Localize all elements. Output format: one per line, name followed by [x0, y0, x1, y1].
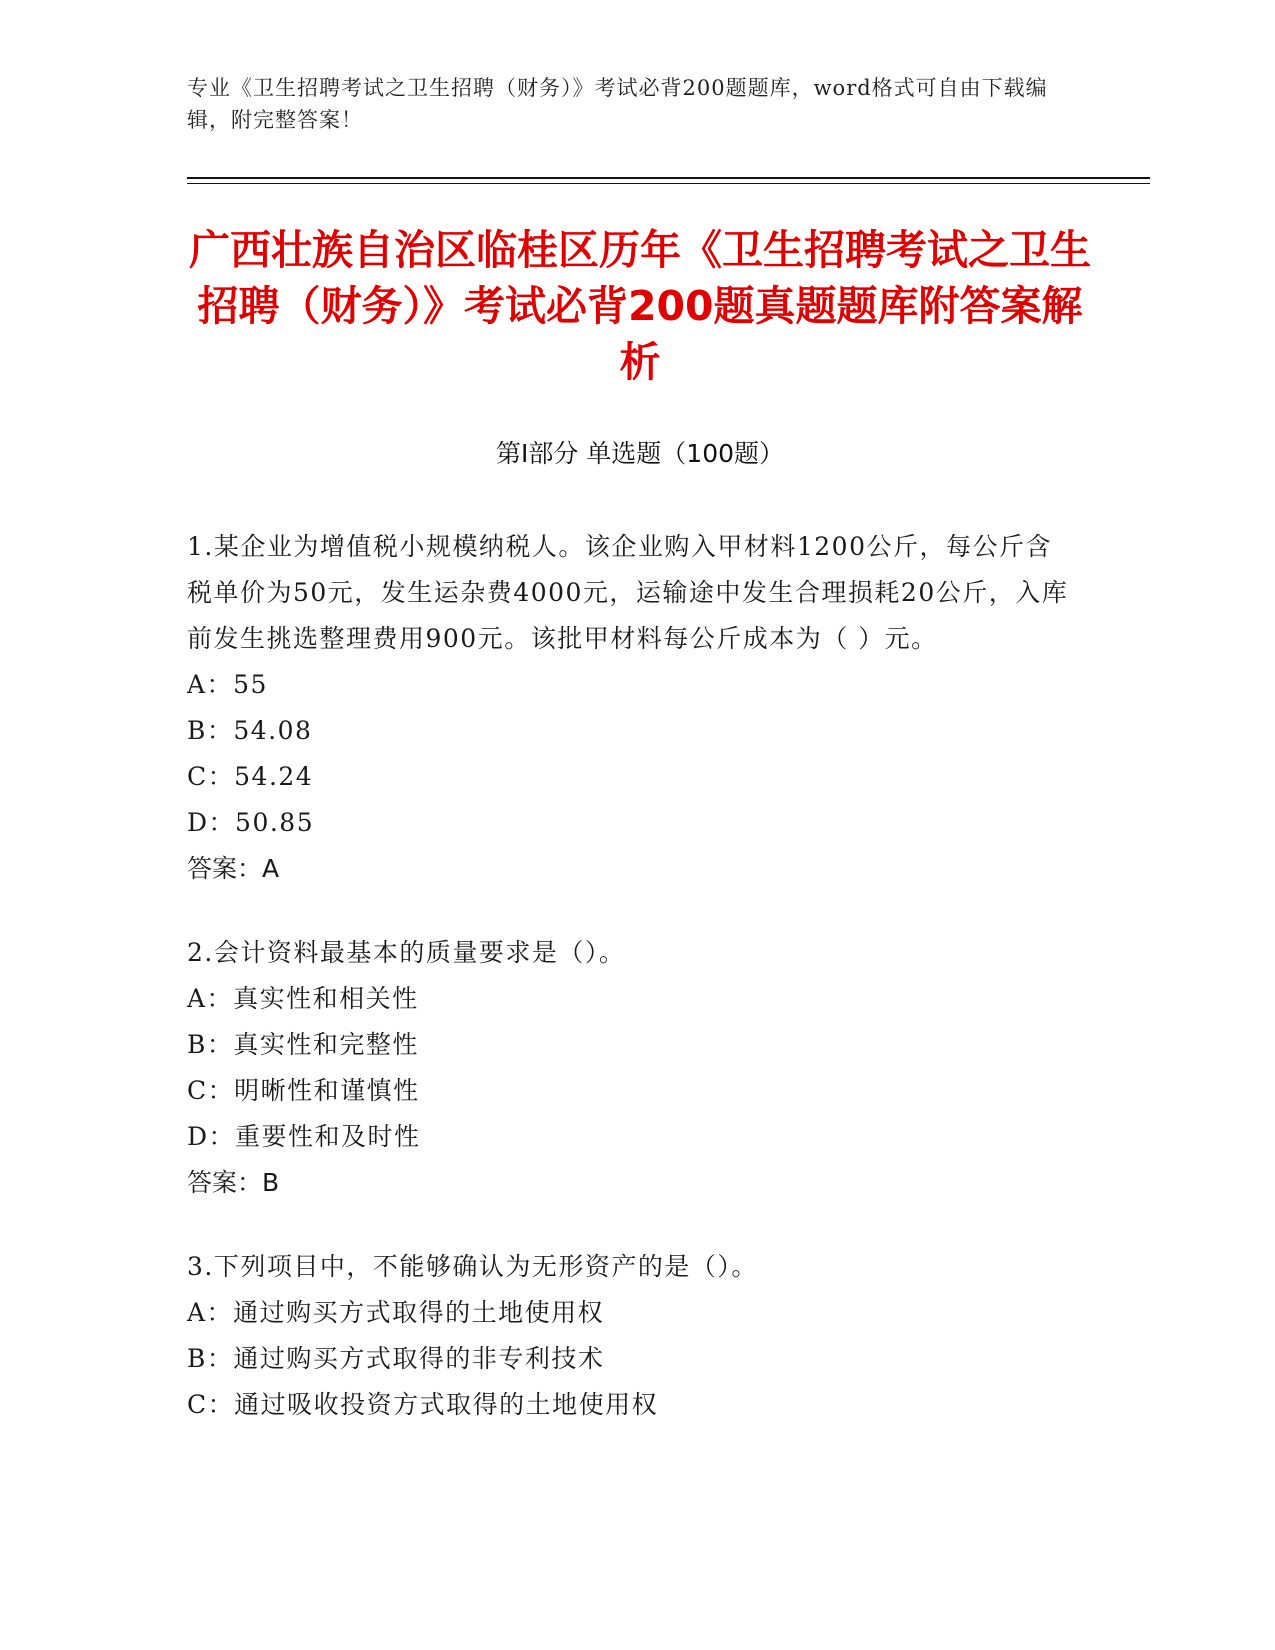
option-text: 54.24 [234, 762, 314, 791]
option-key: A： [187, 1298, 234, 1327]
option-key: B： [187, 1344, 234, 1373]
option-text: 重要性和及时性 [235, 1122, 421, 1151]
option-text: 54.08 [233, 716, 313, 745]
option-key: A： [187, 670, 234, 699]
option-key: B： [187, 1030, 234, 1059]
question-stem: 2.会计资料最基本的质量要求是（）。 [187, 938, 626, 967]
option-d [187, 800, 1077, 846]
document-title: 广西壮族自治区临桂区历年《卫生招聘考试之卫生招聘（财务）》考试必背200题真题题库附答案解析 [189, 226, 1091, 386]
option-a [187, 662, 1077, 708]
question-stem: 3.下列项目中，不能够确认为无形资产的是（）。 [187, 1252, 758, 1281]
answer-line: 答案：B [187, 1168, 280, 1197]
option-c [187, 754, 1077, 800]
option-text: 通过吸收投资方式取得的土地使用权 [234, 1390, 659, 1419]
option-key: C： [187, 762, 235, 791]
option-a [187, 1290, 1077, 1336]
answer-line: 答案：A [187, 854, 280, 883]
option-text: 明晰性和谨慎性 [234, 1076, 420, 1105]
header-note: 专业《卫生招聘考试之卫生招聘（财务）》考试必背200题题库，word格式可自由下载编辑，附完整答案！ [187, 76, 1048, 132]
option-c [187, 1382, 1077, 1428]
question-item [187, 1244, 1077, 1428]
option-d [187, 1114, 1077, 1160]
option-text: 50.85 [235, 808, 315, 837]
option-text: 通过购买方式取得的非专利技术 [233, 1344, 605, 1373]
header-divider-thin [187, 183, 1150, 184]
option-c [187, 1068, 1077, 1114]
question-item [187, 524, 1077, 892]
option-key: B： [187, 716, 234, 745]
option-text: 通过购买方式取得的土地使用权 [233, 1298, 605, 1327]
option-a [187, 976, 1077, 1022]
section-heading: 第Ⅰ部分 单选题（100题） [495, 439, 785, 468]
question-item [187, 930, 1077, 1206]
option-b [187, 1022, 1077, 1068]
option-key: D： [187, 1122, 236, 1151]
option-key: A： [187, 984, 234, 1013]
question-stem: 1.某企业为增值税小规模纳税人。该企业购入甲材料1200公斤，每公斤含税单价为50元，发生运杂费4000元，运输途中发生合理损耗20公斤，入库前发生挑选整理费用900元。该批甲材料每公斤成本为（ ）元。 [187, 532, 1069, 653]
option-text: 真实性和相关性 [233, 984, 419, 1013]
option-key: D： [187, 808, 236, 837]
option-key: C： [187, 1390, 235, 1419]
option-text: 55 [233, 670, 268, 699]
option-b [187, 708, 1077, 754]
option-b [187, 1336, 1077, 1382]
option-key: C： [187, 1076, 235, 1105]
header-divider-thick [187, 177, 1150, 179]
question-list [187, 524, 1077, 1466]
option-text: 真实性和完整性 [233, 1030, 419, 1059]
